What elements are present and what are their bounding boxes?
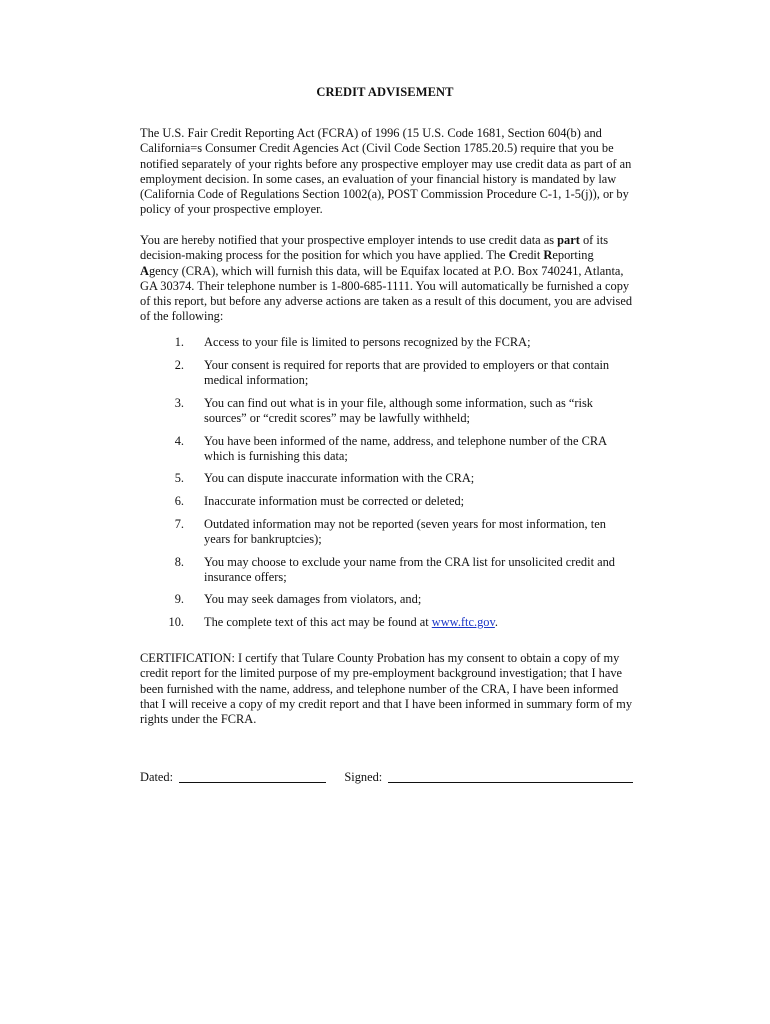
signature-field[interactable] (388, 770, 633, 783)
ftc-link[interactable]: www.ftc.gov (431, 615, 495, 629)
certification-paragraph: CERTIFICATION: I certify that Tulare County Probation has my consent to obtain a copy of my credit report for the limited purpose of my pre-employment background investigation; that I have been furnished with the name, address, and telephone number of the CRA, I have been informed that I will receive a copy of my credit report and that I have been informed in summary form of my rights under the FCRA. (140, 651, 633, 727)
list-item-number: 1. (174, 335, 184, 349)
list-item-number: 9. (174, 592, 184, 606)
intro-paragraph: The U.S. Fair Credit Reporting Act (FCRA) of 1996 (15 U.S. Code 1681, Section 604(b) and California=s Consumer Credit Agencies Act (Civil Code Section 1785.20.5) require that you be notified separately of your rights before any prospective employer may use credit data as part of an employment decision. In some cases, an evaluation of your financial history is mandated by law (California Code of Regulations Section 1002(a), POST Commission Procedure C-1, 1-5(j)), or by policy of your prospective employer. (140, 126, 632, 217)
list-item-number: 2. (174, 358, 184, 372)
list-item-text: Access to your file is limited to persons recognized by the FCRA; (204, 335, 531, 349)
list-item-number: 10. (168, 615, 184, 629)
list-item-text: The complete text of this act may be found at www.ftc.gov. (204, 615, 498, 629)
list-item-number: 8. (174, 555, 184, 569)
list-item-text: You may seek damages from violators, and; (204, 592, 422, 606)
list-item-number: 7. (174, 517, 184, 531)
list-item-number: 5. (174, 471, 184, 485)
list-item-text: You have been informed of the name, address, and telephone number of the CRA which is furnishing this data; (204, 434, 607, 464)
list-item-number: 3. (174, 396, 184, 410)
document-title: CREDIT ADVISEMENT (316, 85, 454, 99)
list-item-text: You can find out what is in your file, although some information, such as “risk sources” or “credit scores” may be lawfully withheld; (204, 396, 593, 426)
list-item-text: Your consent is required for reports that are provided to employers or that contain medical information; (204, 358, 610, 388)
list-item-number: 6. (174, 494, 184, 508)
list-item-text: Inaccurate information must be corrected or deleted; (204, 494, 465, 508)
list-item-text: Outdated information may not be reported (seven years for most information, ten years for bankruptcies); (204, 517, 606, 547)
signature-line (140, 770, 633, 785)
dated-field[interactable] (179, 770, 326, 783)
list-item-number: 4. (174, 434, 184, 448)
dated-label: Dated: (140, 770, 174, 784)
notice-paragraph: You are hereby notified that your prospective employer intends to use credit data as part of its decision-making process for the position for which you have applied. The Credit Reporting Agency (CRA), which will furnish this data, will be Equifax located at P.O. Box 740241, Atlanta, GA 30374. Their telephone number is 1-800-685-1111. You will automatically be furnished a copy of this report, but before any adverse actions are taken as a result of this document, you are advised of the following: (140, 233, 633, 324)
signed-label: Signed: (344, 770, 383, 784)
list-item-text: You can dispute inaccurate information with the CRA; (204, 471, 475, 485)
list-item-text: You may choose to exclude your name from the CRA list for unsolicited credit and insurance offers; (204, 555, 615, 585)
